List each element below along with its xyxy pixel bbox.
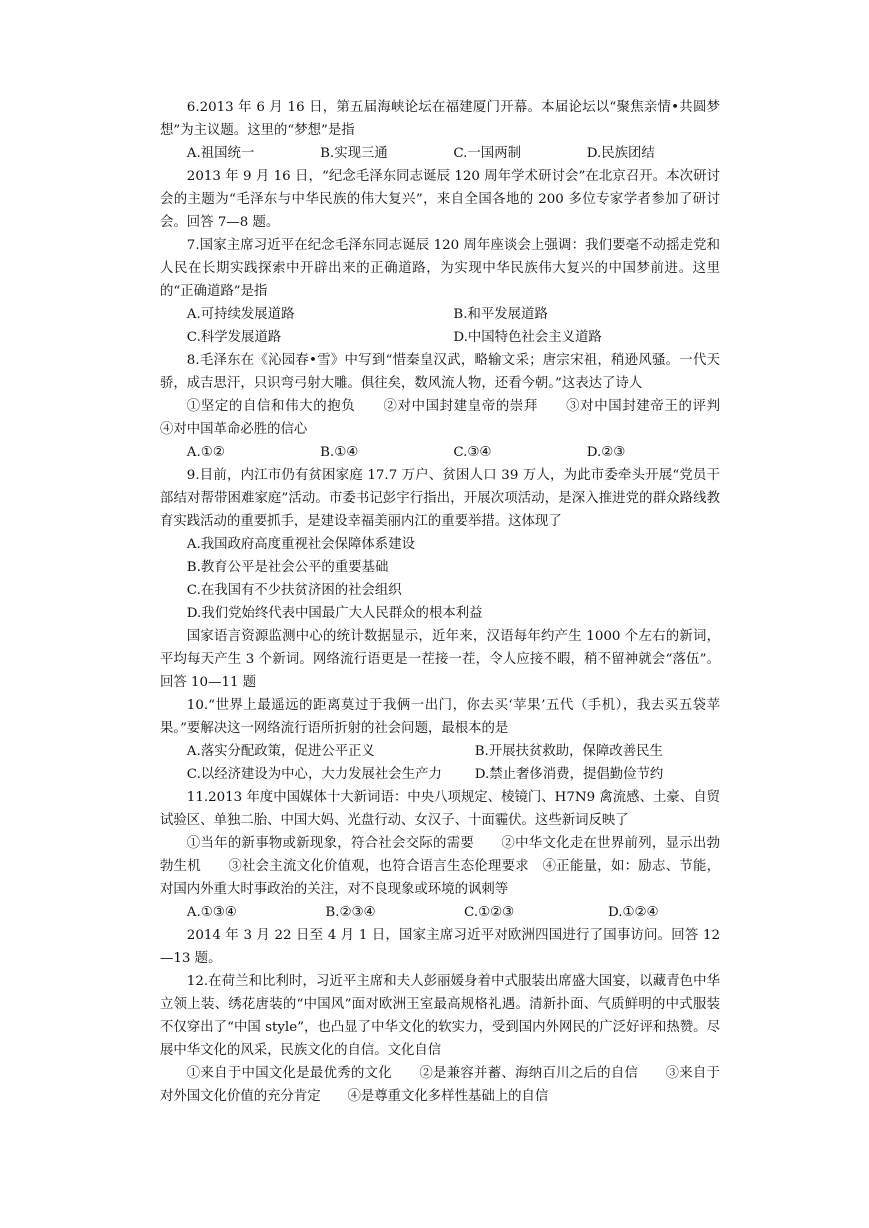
option-b: B.教育公平是社会公平的重要基础 <box>186 560 389 575</box>
option-c: C.在我国有不少扶贫济困的社会组织 <box>186 583 402 598</box>
option-a: A.①③④ <box>186 905 237 920</box>
option-c: C.一国两制 <box>453 146 521 161</box>
option-a: A.祖国统一 <box>186 146 255 161</box>
option-a: A.落实分配政策，促进公平正义 <box>186 744 375 759</box>
option-b: B.②③④ <box>325 905 376 920</box>
option-c: C.①②③ <box>464 905 515 920</box>
option-a: A.可持续发展道路 <box>186 307 295 322</box>
question-12-stem: 12.在荷兰和比利时，习近平主席和夫人彭丽媛身着中式服装出席盛大国宴，以藏青色中华立领上装、绣花唐装的“中国风”面对欧洲王室最高规格礼遇。清新扑面、气质鲜明的中式服装不仅穿出了“中国 style”，也凸显了中华文化的软实力，受到国内外网民的广泛好评和热赞。尽展中华文化的风采，民族文化的自信。文化自信 <box>160 974 720 1058</box>
material-10-11: 国家语言资源监测中心的统计数据显示，近年来，汉语每年约产生 1000 个左右的新词，平均每天产生 3 个新词。网络流行语更是一茬接一茬，令人应接不暇，稍不留神就会“落伍”。回答 10—11 题 <box>160 629 720 690</box>
option-d: D.我们党始终代表中国最广大人民群众的根本利益 <box>186 606 483 621</box>
material-12-13: 2014 年 3 月 22 日至 4 月 1 日，国家主席习近平对欧洲四国进行了国事访问。回答 12—13 题。 <box>160 928 720 966</box>
material-7-8: 2013 年 9 月 16 日，“纪念毛泽东同志诞辰 120 周年学术研讨会”在北京召开。本次研讨会的主题为“毛泽东与中华民族的伟大复兴”，来自全国各地的 200 多位专家学者参加了研讨会。回答 7—8 题。 <box>160 169 720 230</box>
option-c: C.③④ <box>453 445 492 460</box>
question-9-stem: 9.目前，内江市仍有贫困家庭 17.7 万户、贫困人口 39 万人，为此市委牵头开展“党员干部结对帮带困难家庭”活动。市委书记彭宇行指出，开展次项活动，是深入推进党的群众路线教育实践活动的重要抓手，是建设幸福美丽内江的重要举措。这体现了 <box>160 468 720 529</box>
question-body <box>160 96 734 1108</box>
option-b: B.①④ <box>320 445 359 460</box>
question-11-statements: ①当年的新事物或新现象，符合社会交际的需要 ②中华文化走在世界前列，显示出勃勃生机 ③社会主流文化价值观，也符合语言生态伦理要求 ④正能量，如：励志、节能，对国内外重大时事政治的关注，对不良现象或环境的讽刺等 <box>160 836 720 897</box>
option-b: B.开展扶贫救助，保障改善民生 <box>474 744 663 759</box>
question-10-options-row-1 <box>160 740 720 763</box>
option-a: A.我国政府高度重视社会保障体系建设 <box>186 537 415 552</box>
option-c: C.以经济建设为中心，大力发展社会生产力 <box>186 767 442 782</box>
option-d: D.民族团结 <box>586 146 655 161</box>
question-6-stem: 6.2013 年 6 月 16 日，第五届海峡论坛在福建厦门开幕。本届论坛以“聚焦亲情•共圆梦想”为主议题。这里的“梦想”是指 <box>160 100 720 138</box>
option-a: A.①② <box>186 445 225 460</box>
question-12-statements: ①来自于中国文化是最优秀的文化 ②是兼容并蓄、海纳百川之后的自信 ③来自于对外国文化价值的充分肯定 ④是尊重文化多样性基础上的自信 <box>160 1066 720 1104</box>
question-10-options-row-2 <box>160 763 720 786</box>
question-11-stem: 11.2013 年度中国媒体十大新词语：中央八项规定、棱镜门、H7N9 禽流感、土豪、自贸试验区、单独二胎、中国大妈、光盘行动、女汉子、十面霾伏。这些新词反映了 <box>160 790 720 828</box>
question-7-stem: 7.国家主席习近平在纪念毛泽东同志诞辰 120 周年座谈会上强调：我们要毫不动摇走党和人民在长期实践探索中开辟出来的正确道路，为实现中华民族伟大复兴的中国梦前进。这里的“正确道路”是指 <box>160 238 720 299</box>
question-8-stem: 8.毛泽东在《沁园春•雪》中写到“惜秦皇汉武，略输文采；唐宗宋祖，稍逊风骚。一代天骄，成吉思汗，只识弯弓射大雕。俱往矣，数风流人物，还看今朝。”这表达了诗人 <box>160 353 720 391</box>
question-11-options <box>160 901 720 924</box>
question-6-options <box>160 142 720 165</box>
question-7-options-row-2 <box>160 326 720 349</box>
question-8-options <box>160 441 720 464</box>
question-10-stem: 10.“世界上最遥远的距离莫过于我俩一出门，你去买‘苹果’五代（手机），我去买五袋苹果。”要解决这一网络流行语所折射的社会问题，最根本的是 <box>160 698 720 736</box>
option-d: D.禁止奢侈消费，提倡勤俭节约 <box>474 767 664 782</box>
option-d: D.②③ <box>586 445 626 460</box>
question-7-options-row-1 <box>160 303 720 326</box>
option-d: D.①②④ <box>608 905 659 920</box>
option-c: C.科学发展道路 <box>186 330 282 345</box>
option-b: B.和平发展道路 <box>453 307 548 322</box>
option-b: B.实现三通 <box>320 146 388 161</box>
question-8-statements: ①坚定的自信和伟大的抱负 ②对中国封建皇帝的崇拜 ③对中国封建帝王的评判 ④对中国革命必胜的信心 <box>160 399 734 437</box>
option-d: D.中国特色社会主义道路 <box>453 330 602 345</box>
